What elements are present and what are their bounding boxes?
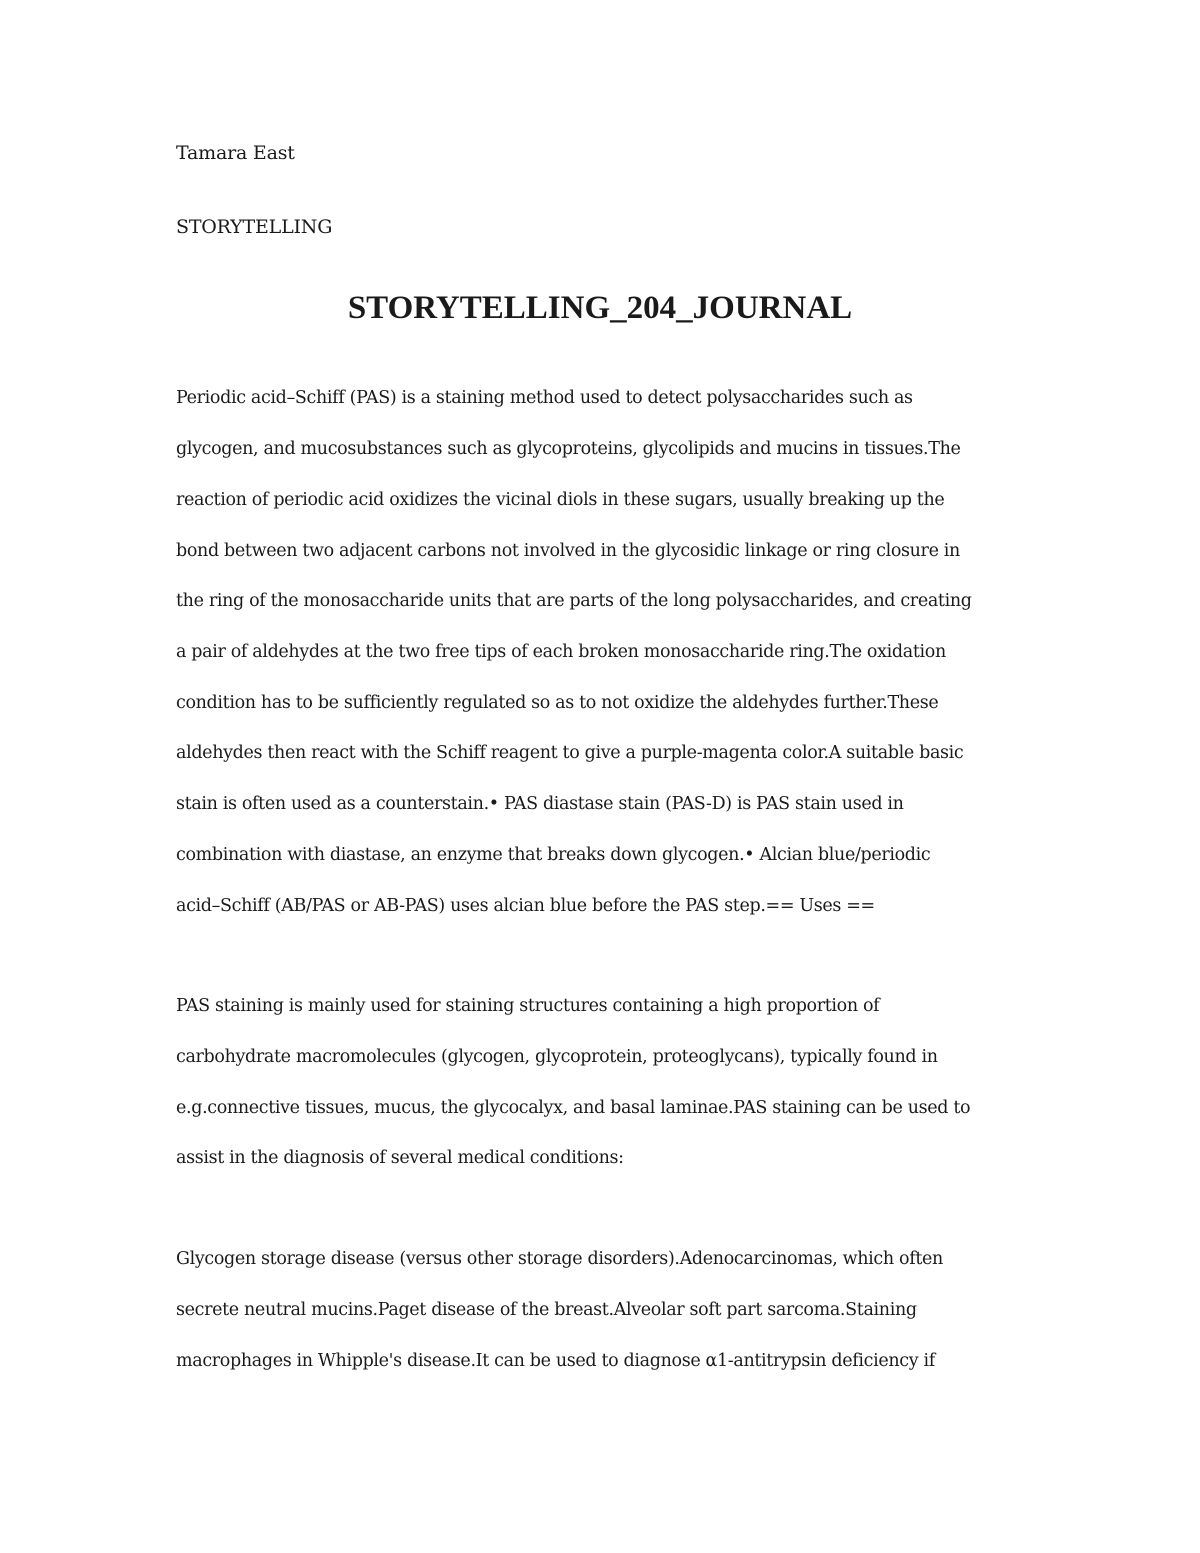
text-line: assist in the diagnosis of several medical conditions: bbox=[176, 1148, 624, 1168]
text-line: reaction of periodic acid oxidizes the vicinal diols in these sugars, usually breaking up the bbox=[176, 490, 945, 510]
text-line: a pair of aldehydes at the two free tips of each broken monosaccharide ring.The oxidation bbox=[176, 642, 946, 662]
text-line: condition has to be sufficiently regulated so as to not oxidize the aldehydes further.These bbox=[176, 693, 939, 713]
text-line: bond between two adjacent carbons not involved in the glycosidic linkage or ring closure in bbox=[176, 541, 960, 561]
course-name: STORYTELLING bbox=[176, 216, 333, 238]
document-title: STORYTELLING_204_JOURNAL bbox=[347, 290, 853, 326]
text-line: combination with diastase, an enzyme that breaks down glycogen.• Alcian blue/periodic bbox=[176, 845, 931, 865]
text-line: macrophages in Whipple's disease.It can be used to diagnose α1-antitrypsin deficiency if bbox=[176, 1351, 935, 1371]
text-line: stain is often used as a counterstain.• PAS diastase stain (PAS-D) is PAS stain used in bbox=[176, 794, 904, 814]
text-line: Glycogen storage disease (versus other storage disorders).Adenocarcinomas, which often bbox=[176, 1249, 943, 1269]
text-line: secrete neutral mucins.Paget disease of the breast.Alveolar soft part sarcoma.Staining bbox=[176, 1300, 917, 1320]
text-line: carbohydrate macromolecules (glycogen, glycoprotein, proteoglycans), typically found in bbox=[176, 1047, 938, 1067]
text-line: the ring of the monosaccharide units that are parts of the long polysaccharides, and creating bbox=[176, 591, 972, 611]
text-line: Periodic acid–Schiff (PAS) is a staining method used to detect polysaccharides such as bbox=[176, 388, 913, 408]
text-line: aldehydes then react with the Schiff reagent to give a purple-magenta color.A suitable basic bbox=[176, 743, 964, 763]
text-line: e.g.connective tissues, mucus, the glycocalyx, and basal laminae.PAS staining can be used to bbox=[176, 1098, 971, 1118]
text-line: PAS staining is mainly used for staining structures containing a high proportion of bbox=[176, 996, 880, 1016]
text-line: glycogen, and mucosubstances such as glycoproteins, glycolipids and mucins in tissues.The bbox=[176, 439, 961, 459]
text-line: acid–Schiff (AB/PAS or AB-PAS) uses alcian blue before the PAS step.== Uses == bbox=[176, 896, 875, 916]
author-name: Tamara East bbox=[176, 142, 295, 164]
